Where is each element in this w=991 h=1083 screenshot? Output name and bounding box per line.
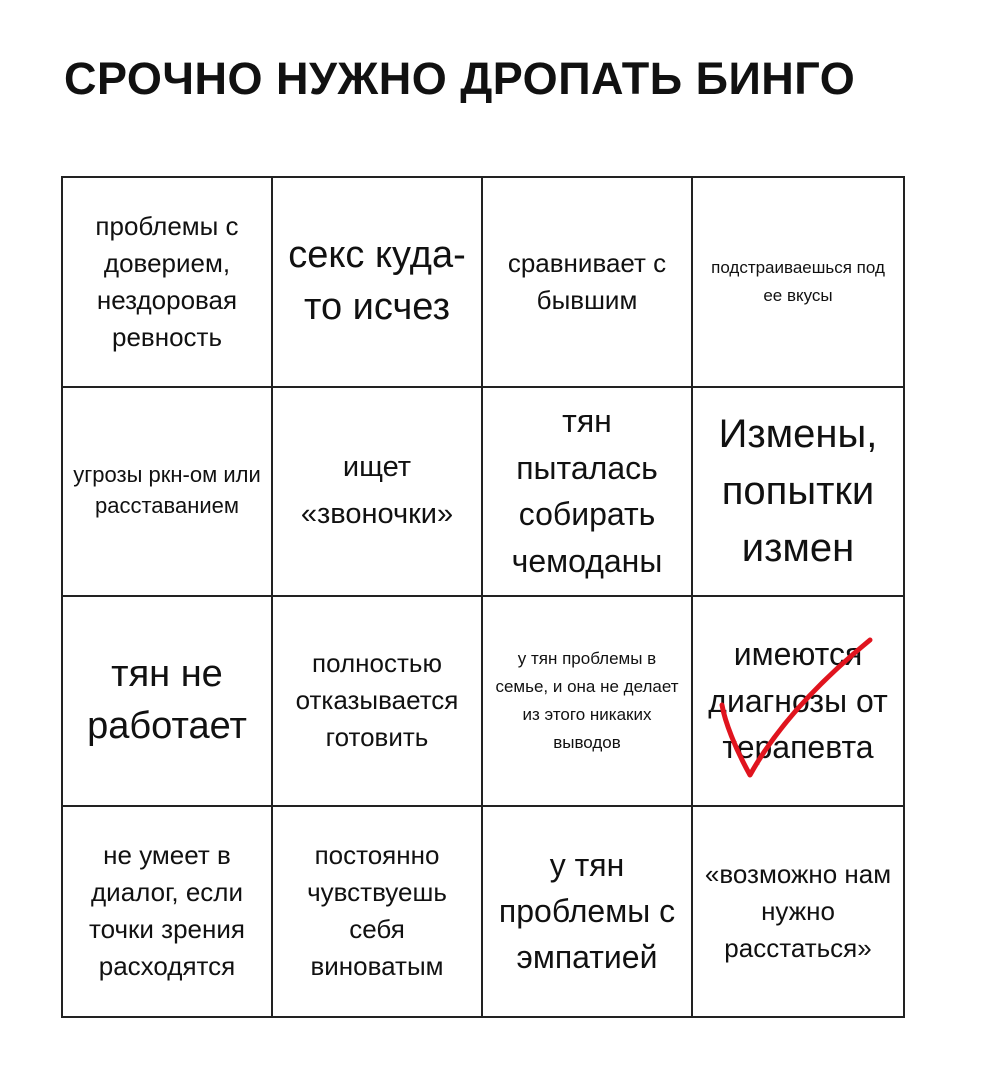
bingo-cell-text: сравнивает с бывшим (507, 247, 667, 315)
bingo-cell-text: угрозы ркн-ом или расставанием (73, 462, 261, 519)
bingo-cell (483, 807, 693, 1017)
bingo-board (61, 176, 905, 1018)
bingo-cell (483, 388, 693, 598)
bingo-cell (693, 807, 903, 1017)
bingo-cell (483, 178, 693, 388)
bingo-cell-text: ищет «звоночки» (300, 451, 454, 531)
bingo-cell (63, 597, 273, 807)
bingo-cell-text: проблемы с доверием, нездоровая ревность (95, 210, 239, 352)
bingo-cell (273, 597, 483, 807)
bingo-cell-marked (693, 597, 903, 807)
bingo-cell (63, 807, 273, 1017)
bingo-cell-text: у тян проблемы с эмпатией (498, 846, 676, 976)
bingo-cell (273, 388, 483, 598)
bingo-cell-text: полностью отказывается готовить (295, 648, 459, 753)
bingo-cell (693, 388, 903, 598)
bingo-cell (693, 178, 903, 388)
bingo-title: СРОЧНО НУЖНО ДРОПАТЬ БИНГО (64, 53, 856, 104)
bingo-cell-text: имеются диагнозы от терапевта (708, 636, 888, 765)
bingo-cell (63, 388, 273, 598)
bingo-cell-text: секс куда-то исчез (288, 234, 466, 328)
bingo-cell (273, 178, 483, 388)
bingo-cell-text: у тян проблемы в семье, и она не делает из этого никаких выводов (495, 648, 679, 752)
bingo-cell-text: не умеет в диалог, если точки зрения расходятся (89, 840, 245, 982)
bingo-cell-text: тян не работает (87, 653, 247, 747)
bingo-cell (63, 178, 273, 388)
bingo-cell-text: «возможно нам нужно расстаться» (704, 858, 892, 963)
bingo-cell-text: подстраиваешься под ее вкусы (711, 257, 885, 305)
bingo-cell (273, 807, 483, 1017)
bingo-cell-text: Измены, попытки измен (718, 412, 878, 570)
bingo-cell-text: тян пыталась собирать чемоданы (511, 403, 663, 579)
bingo-cell-text: постоянно чувствуешь себя виноватым (307, 840, 447, 982)
bingo-cell (483, 597, 693, 807)
